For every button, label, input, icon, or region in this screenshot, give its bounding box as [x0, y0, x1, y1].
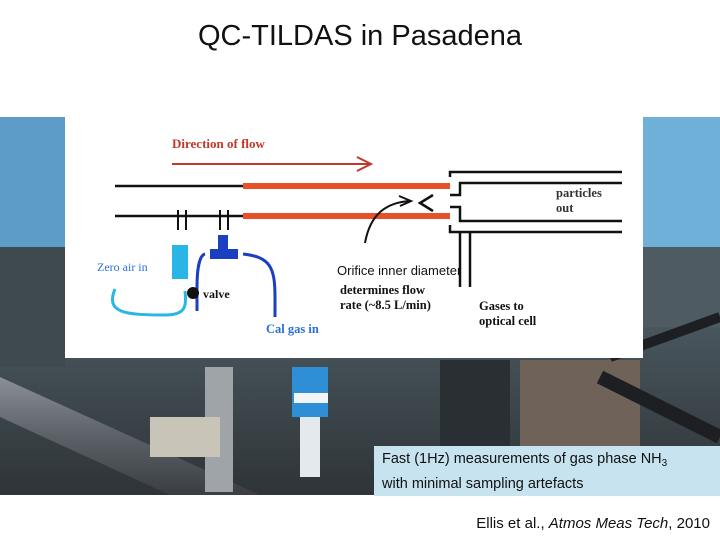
citation-journal: Atmos Meas Tech — [548, 515, 669, 532]
caption-line2: with minimal sampling artefacts — [382, 476, 584, 492]
zero-air-fitting — [172, 245, 188, 279]
flow-rate-label-2: rate (~8.5 L/min) — [340, 298, 431, 312]
flow-diagram — [65, 117, 643, 358]
orifice-label: Orifice inner diameter — [337, 263, 462, 278]
flow-rate-label-1: determines flow — [340, 283, 426, 297]
valve-icon — [187, 287, 199, 299]
gases-label-2: optical cell — [479, 314, 537, 328]
direction-of-flow-label: Direction of flow — [172, 136, 265, 151]
cal-gas-label: Cal gas in — [266, 322, 319, 336]
gases-label-1: Gases to — [479, 299, 524, 313]
citation — [476, 515, 710, 532]
particles-out-label-2: out — [556, 201, 574, 215]
particles-out-label-1: particles — [556, 186, 602, 200]
slide-title: QC-TILDAS in Pasadena — [198, 20, 522, 52]
caption-box — [374, 446, 720, 496]
caption-text: Fast (1Hz) measurements of gas phase NH — [382, 451, 662, 467]
cal-gas-fitting — [210, 249, 238, 259]
zero-air-label: Zero air in — [97, 260, 148, 274]
zero-air-tube — [112, 289, 185, 315]
cal-gas-tube — [197, 254, 275, 317]
valve-label: valve — [203, 287, 230, 301]
citation-year: , 2010 — [668, 515, 710, 532]
citation-authors: Ellis et al., — [476, 515, 549, 532]
caption-subscript: 3 — [661, 458, 668, 469]
